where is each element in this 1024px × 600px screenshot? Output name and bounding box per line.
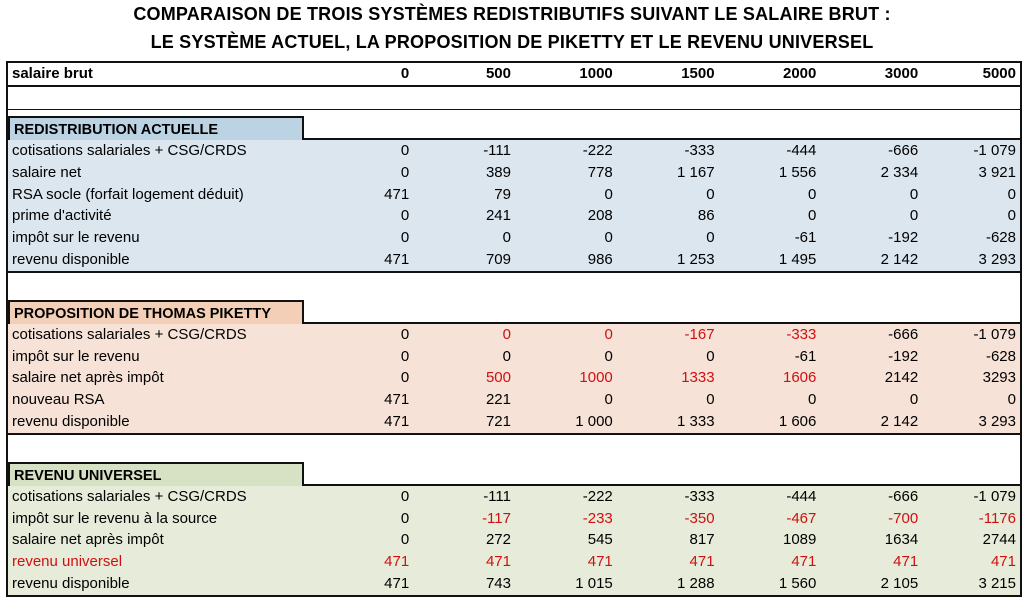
cell: 3 293: [978, 412, 1016, 430]
cell-highlight: 0: [502, 325, 511, 343]
cell: -61: [794, 347, 817, 365]
header-cell: 1500: [681, 65, 715, 82]
cell: -222: [582, 142, 613, 159]
cell: 471: [384, 185, 410, 203]
spacer: [8, 273, 1020, 294]
header-cell: 3000: [884, 65, 919, 82]
table-row: [8, 508, 1020, 530]
header-cell: 0: [400, 65, 410, 82]
cell: 2 105: [880, 574, 919, 592]
cell: 0: [400, 163, 410, 181]
header-label: salaire brut: [12, 65, 93, 82]
cell: -222: [582, 487, 613, 505]
section-title: REDISTRIBUTION ACTUELLE: [8, 116, 304, 140]
cell: 3 293: [978, 250, 1016, 268]
cell-highlight: 471: [791, 553, 817, 571]
table-row: [8, 162, 1020, 184]
cell: 0: [400, 229, 410, 247]
cell: 3293: [982, 369, 1016, 387]
row-label: cotisations salariales + CSG/CRDS: [12, 142, 247, 159]
cell: 2 142: [880, 412, 919, 430]
cell: 471: [384, 412, 410, 430]
cell-highlight: 471: [990, 553, 1016, 571]
cell-highlight: -467: [786, 509, 817, 527]
cell: 0: [400, 142, 410, 159]
cell: -333: [684, 487, 715, 505]
header-row: [8, 63, 1020, 87]
section-piketty: [8, 324, 1020, 435]
section-universal: [8, 486, 1020, 597]
table-row: [8, 324, 1020, 346]
cell: 1 556: [778, 163, 817, 181]
cell: 817: [689, 531, 715, 549]
cell: 986: [587, 250, 613, 268]
section-title: REVENU UNIVERSEL: [8, 462, 304, 486]
cell-highlight: 1000: [579, 369, 613, 387]
cell: 1 606: [778, 412, 817, 430]
cell: -444: [786, 487, 817, 505]
cell-highlight: -117: [482, 509, 511, 527]
cell: -666: [888, 325, 919, 343]
cell: 389: [485, 163, 511, 181]
cell-highlight: -700: [888, 509, 919, 527]
cell: 221: [485, 391, 511, 409]
cell: -111: [483, 142, 511, 159]
page-subtitle: LE SYSTÈME ACTUEL, LA PROPOSITION DE PIKETTY ET LE REVENU UNIVERSEL: [150, 32, 874, 52]
row-label: nouveau RSA: [12, 391, 105, 409]
cell: 2142: [884, 369, 919, 387]
table-row: [8, 346, 1020, 368]
cell: 0: [808, 207, 817, 225]
cell: 0: [1007, 391, 1016, 409]
table-row: [8, 486, 1020, 508]
table-row: [8, 140, 1020, 162]
cell-highlight: 500: [485, 369, 511, 387]
cell: 471: [384, 391, 410, 409]
cell: 1 253: [677, 250, 715, 268]
section-current: [8, 140, 1020, 273]
section-header-current: [8, 110, 1020, 140]
cell: -192: [888, 229, 919, 247]
cell: 0: [706, 229, 715, 247]
row-label: cotisations salariales + CSG/CRDS: [12, 487, 247, 505]
cell: 3 215: [978, 574, 1016, 592]
cell: 1 288: [677, 574, 715, 592]
cell: 1 560: [778, 574, 817, 592]
row-label: salaire net: [12, 163, 82, 181]
cell: 2 142: [880, 250, 919, 268]
row-label: RSA socle (forfait logement déduit): [12, 185, 244, 203]
cell: 1 167: [677, 163, 715, 181]
cell: 0: [604, 229, 613, 247]
cell: 1 495: [778, 250, 817, 268]
cell: 0: [1007, 207, 1016, 225]
cell: 778: [587, 163, 613, 181]
comparison-table: [6, 61, 1022, 597]
cell: 471: [384, 574, 410, 592]
cell: 0: [400, 207, 410, 225]
cell: -111: [483, 487, 511, 505]
header-cell: 5000: [982, 65, 1016, 82]
cell-highlight: 1333: [681, 369, 715, 387]
cell-highlight: 471: [485, 553, 511, 571]
cell-highlight: -233: [582, 509, 613, 527]
cell-highlight: 471: [384, 553, 410, 571]
table-row: [8, 573, 1020, 595]
row-label: impôt sur le revenu: [12, 229, 140, 247]
header-cell: 1000: [579, 65, 613, 82]
cell: 0: [808, 185, 817, 203]
cell: 0: [400, 369, 410, 387]
cell: 0: [909, 391, 919, 409]
header-cell: 2000: [783, 65, 817, 82]
page-title: COMPARAISON DE TROIS SYSTÈMES REDISTRIBUTIFS SUIVANT LE SALAIRE BRUT :: [133, 4, 891, 24]
cell: 0: [808, 391, 817, 409]
cell: 0: [604, 391, 613, 409]
row-label: revenu disponible: [12, 412, 130, 430]
table-row: [8, 367, 1020, 389]
cell: 1634: [884, 531, 919, 549]
table-row: [8, 529, 1020, 551]
cell: 1089: [783, 531, 817, 549]
cell: 471: [384, 250, 410, 268]
cell: 272: [485, 531, 511, 549]
row-label: impôt sur le revenu: [12, 347, 140, 365]
section-header-piketty: [8, 294, 1020, 324]
cell: 2744: [982, 531, 1016, 549]
cell: 0: [604, 185, 613, 203]
cell: 0: [706, 347, 715, 365]
cell: 0: [400, 325, 410, 343]
cell-highlight: 471: [689, 553, 715, 571]
cell: -1 079: [973, 142, 1016, 159]
cell-highlight: 1606: [783, 369, 817, 387]
cell: 79: [494, 185, 511, 203]
cell: 0: [604, 347, 613, 365]
section-title: PROPOSITION DE THOMAS PIKETTY: [8, 300, 304, 324]
cell: 1 000: [575, 412, 613, 430]
table-row: [8, 411, 1020, 433]
cell: -666: [888, 142, 919, 159]
table-row: [8, 227, 1020, 249]
cell: -444: [786, 142, 817, 159]
cell: 0: [400, 531, 410, 549]
section-header-universal: [8, 456, 1020, 486]
cell: 0: [706, 185, 715, 203]
cell: 0: [706, 391, 715, 409]
cell-highlight: 471: [893, 553, 919, 571]
cell-highlight: -167: [684, 325, 715, 343]
cell: 241: [485, 207, 511, 225]
cell: 0: [400, 347, 410, 365]
cell: 545: [587, 531, 613, 549]
cell: -666: [888, 487, 919, 505]
row-label: salaire net après impôt: [12, 369, 164, 387]
cell: 0: [909, 185, 919, 203]
row-label: impôt sur le revenu à la source: [12, 509, 218, 527]
cell: 0: [909, 207, 919, 225]
spacer: [8, 435, 1020, 456]
cell-highlight: -1176: [978, 509, 1016, 527]
cell: -1 079: [973, 325, 1016, 343]
cell: 3 921: [978, 163, 1016, 181]
row-label-highlight: revenu universel: [12, 553, 123, 571]
cell-highlight: -350: [684, 509, 715, 527]
cell: -192: [888, 347, 919, 365]
cell: -333: [684, 142, 715, 159]
cell: 1 333: [677, 412, 715, 430]
cell-highlight: 0: [604, 325, 613, 343]
cell: 86: [697, 207, 715, 225]
row-label: revenu disponible: [12, 250, 130, 268]
row-label: cotisations salariales + CSG/CRDS: [12, 325, 247, 343]
cell-highlight: 471: [587, 553, 613, 571]
cell: 0: [502, 229, 511, 247]
cell: 721: [485, 412, 511, 430]
cell: 0: [1007, 185, 1016, 203]
row-label: salaire net après impôt: [12, 531, 164, 549]
cell: 0: [400, 509, 410, 527]
row-label: revenu disponible: [12, 574, 130, 592]
header-cell: 500: [485, 65, 511, 82]
cell: -1 079: [973, 487, 1016, 505]
table-row: [8, 184, 1020, 206]
cell: 208: [587, 207, 613, 225]
table-row: [8, 249, 1020, 271]
row-label: prime d'activité: [12, 207, 112, 225]
table-row: [8, 389, 1020, 411]
cell: 1 015: [575, 574, 613, 592]
cell: -628: [985, 229, 1016, 247]
cell: -628: [985, 347, 1016, 365]
cell: 743: [485, 574, 511, 592]
cell: 0: [502, 347, 511, 365]
table-row: [8, 205, 1020, 227]
cell: 709: [485, 250, 511, 268]
cell: -61: [794, 229, 817, 247]
cell: 2 334: [880, 163, 919, 181]
cell: 0: [400, 487, 410, 505]
spacer: [8, 87, 1020, 110]
cell-highlight: -333: [786, 325, 817, 343]
table-row: [8, 551, 1020, 573]
